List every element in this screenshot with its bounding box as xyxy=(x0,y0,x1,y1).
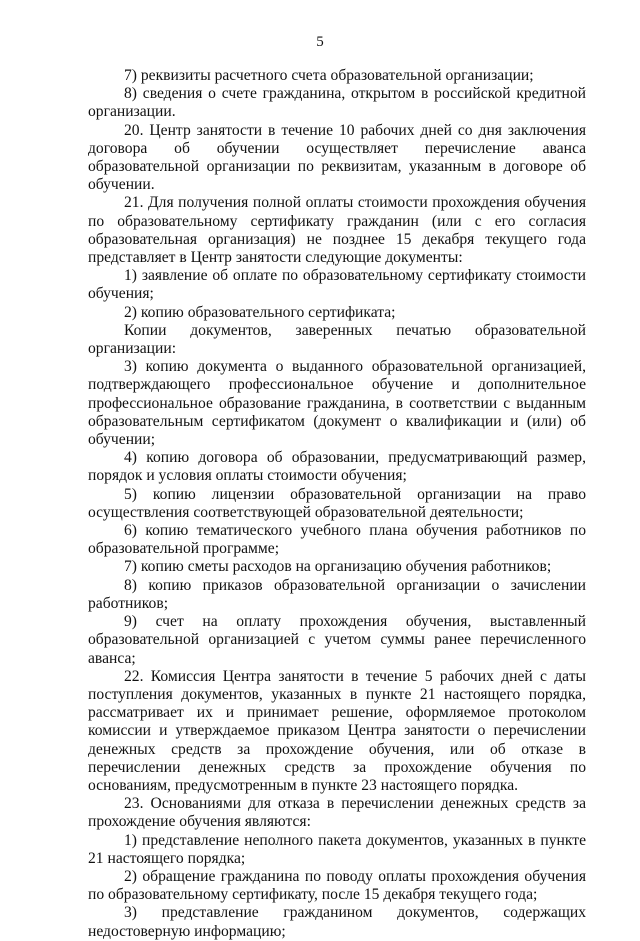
paragraph-23-item-1: 1) представление неполного пакета документов, указанных в пункте 21 настоящего порядка; xyxy=(88,831,586,867)
paragraph-23-item-3: 3) представление гражданином документов, содержащих недостоверную информацию; xyxy=(88,904,586,940)
paragraph-21-item-3: 3) копию документа о выданного образовательной организацией, подтверждающего профессиональное обучение и дополнительное профессиональное образование гражданина, в соответствии с выданным образовательным сертификатом (документ о квалификации и (или) об обучении; xyxy=(88,358,586,449)
paragraph-8-citizen-account: 8) сведения о счете гражданина, открытом в российской кредитной организации. xyxy=(88,85,586,121)
paragraph-23-refusal-grounds: 23. Основаниями для отказа в перечислении денежных средств за прохождение обучения являются: xyxy=(88,795,586,831)
paragraph-21-item-8: 8) копию приказов образовательной организации о зачислении работников; xyxy=(88,576,586,612)
paragraph-copies-heading: Копии документов, заверенных печатью образовательной организации: xyxy=(88,321,586,358)
paragraph-23-item-2: 2) обращение гражданина по поводу оплаты прохождения обучения по образовательному сертификату, после 15 декабря текущего года; xyxy=(88,867,586,904)
paragraph-21-item-2: 2) копию образовательного сертификата; xyxy=(124,303,396,321)
paragraph-21-item-1: 1) заявление об оплате по образовательному сертификату стоимости обучения; xyxy=(88,267,586,303)
paragraph-7-bank-details: 7) реквизиты расчетного счета образовательной организации; xyxy=(124,67,534,84)
paragraph-21-item-5: 5) копию лицензии образовательной организации на право осуществления соответствующей образовательной деятельности; xyxy=(88,485,586,521)
paragraph-21-item-6: 6) копию тематического учебного плана обучения работников по образовательной программе; xyxy=(88,522,586,558)
page-number: 5 xyxy=(316,34,324,50)
paragraph-22-commission-decision: 22. Комиссия Центра занятости в течение 5 рабочих дней с даты поступления документов, указанных в пункте 21 настоящего порядка, рассматривает их и принимает решение, оформляемое протоколом комиссии и утверждаемое приказом Центра занятости о перечислении денежных средств за прохождение обучения, или об отказе в перечислении денежных средств за прохождение обучения по основаниям, предусмотренным в пункте 23 настоящего порядка. xyxy=(88,667,586,794)
paragraph-21-item-9: 9) счет на оплату прохождения обучения, выставленный образовательной организацией с учетом суммы ранее перечисленного аванса; xyxy=(88,613,586,667)
paragraph-20-advance-payment: 20. Центр занятости в течение 10 рабочих дней со дня заключения договора об обучении осуществляет перечисление аванса образовательной организации по реквизитам, указанным в договоре об обучении. xyxy=(88,121,586,194)
paragraph-21-item-7: 7) копию сметы расходов на организацию обучения работников; xyxy=(124,558,552,576)
paragraph-21-full-payment-documents: 21. Для получения полной оплаты стоимости прохождения обучения по образовательному сертификату гражданин (или с его согласия образовательная организация) не позднее 15 декабря текущего года представляет в Центр занятости следующие документы: xyxy=(88,194,586,267)
paragraph-21-item-4: 4) копию договора об образовании, предусматривающий размер, порядок и условия оплаты стоимости обучения; xyxy=(88,449,586,485)
document-body xyxy=(88,67,586,941)
